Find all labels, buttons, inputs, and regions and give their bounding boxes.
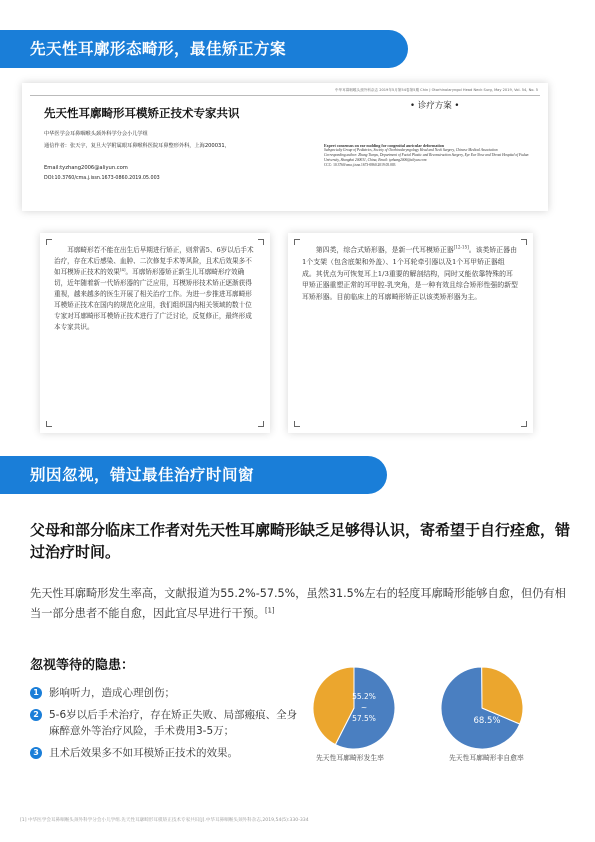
journal-header: 中华耳鼻咽喉头颈外科杂志 2019年5月第54卷第5期 Chin J Otorhinolaryngol Head Neck Surg, May 2019, Vol. 54, No. 5 [334, 88, 538, 92]
awareness-heading: 父母和部分临床工作者对先天性耳廓畸形缺乏足够得认识，寄希望于自行痊愈，错过治疗时间。 [30, 521, 571, 561]
paper-organization: 中华医学会耳鼻咽喉头颈外科学分会小儿学组 [44, 131, 148, 137]
number-badge: 2 [30, 709, 42, 721]
pie-label-top: 55.2% [352, 692, 376, 701]
pie-label: 68.5% [473, 716, 501, 726]
paper-english-group: Subspecialty Group of Pediatrics, Society of Otorhinolaryngology Head and Neck Surgery, Chinese Medical Association [324, 148, 498, 152]
consensus-paper-excerpt [22, 83, 548, 211]
citation-ref: [12-15] [453, 244, 469, 250]
citation-ref: [4] [119, 266, 126, 272]
incidence-pie-chart [312, 666, 396, 750]
citation-ref: [1] [264, 606, 275, 615]
paper-email: Email:tyzhang2006@aliyun.com [44, 165, 128, 171]
paper-title: 先天性耳廓畸形耳模矫正技术专家共识 [44, 106, 240, 120]
paper-english-title: Expert consensus on ear molding for congenital auricular deformation [324, 143, 444, 148]
incidence-paragraph: 先天性耳廓畸形发生率高，文献报道为55.2%-57.5%，虽然31.5%左右的轻度耳廓畸形能够自愈，但仍有相当一部分患者不能自愈，因此宜尽早进行干预。[1] [30, 587, 566, 620]
section-banner-correction: 先天性耳廓形态畸形，最佳矫正方案 [0, 30, 408, 68]
number-badge: 3 [30, 747, 42, 759]
non-self-healing-pie-chart [440, 666, 524, 750]
pie-caption-non-self-healing: 先天性耳廓畸形非自愈率 [449, 754, 524, 762]
number-badge: 1 [30, 687, 42, 699]
paper-category-tag: • 诊疗方案 • [410, 101, 460, 111]
risk-list [30, 685, 300, 767]
list-item: 3 且术后效果多不如耳模矫正技术的效果。 [30, 745, 300, 761]
list-item: 1 影响听力，造成心理创伤； [30, 685, 300, 701]
excerpt-text-right: 第四类，综合式矫形器，是新一代耳模矫正器[12-15]。该类矫正器由1个支架（包含底架和外盖）、1个耳轮牵引器以及1个耳甲矫正器组成。其优点为可恢复耳上1/3重要的解剖结构，同时又能依靠特殊的耳甲矫正器重塑正常的耳甲腔-乳突角，是一种有效且综合矫形性强的新型耳矫形器。目前临床上的耳廓畸形矫正以该类矫形器为主。 [302, 244, 518, 302]
pie-caption-incidence: 先天性耳廓畸形发生率 [316, 754, 384, 762]
list-item: 2 5-6岁以后手术治疗，存在矫正失败、局部瘢痕、全身麻醉意外等治疗风险，手术费用3-5万； [30, 707, 300, 739]
paper-english-doi: CCC: 10.3760/cma.j.issn.1673-0860.2019.05.003 [324, 163, 396, 167]
excerpt-text-left: 耳廓畸形若不能在出生后早期进行矫正，则常需5、6岁以后手术治疗，存在术后感染、血肿、二次修复手术等风险，且术后效果多不如耳模矫正技术的效果[4]。耳廓矫形器矫正新生儿耳廓畸形疗效确切，近年随着新一代矫形器的广泛应用，耳模矫形技术矫正逐渐获得重视，越来越多的医生开展了相关治疗工作。为进一步推进耳廓畸形耳模矫正技术在国内的规范化应用，我们组织国内相关领域的数十位专家对耳廓畸形耳模矫正技术进行了广泛讨论，反复修正，最终形成本专家共识。 [54, 246, 254, 331]
reference-footnote: [1] 中华医学会耳鼻咽喉头颈外科学分会小儿学组.先天性耳廓畸形耳模矫正技术专家共识[J].中华耳鼻咽喉头颈外科杂志,2019,54(5):330-334 [20, 818, 309, 823]
paper-doi: DOI:10.3760/cma.j.issn.1673-0860.2019.05.003 [44, 176, 160, 181]
pie-label-bottom: 57.5% [352, 714, 376, 723]
paper-english-correspondence: Corresponding author: Zhang Tianyu, Department of Facial Plastic and Reconstruction Surgery, Eye Ear Nose and Throat Hospital of Fudan University, Shanghai 200031, China, Email: tyzhang2006@aliyun.com [324, 153, 529, 162]
paper-english-abstract [324, 143, 539, 168]
section-banner-timing: 别因忽视，错过最佳治疗时间窗 [0, 456, 387, 494]
header-rule [30, 95, 540, 96]
excerpt-card-right [288, 233, 533, 433]
excerpt-card-left [40, 233, 270, 433]
paper-corresponding-author: 通信作者：张天宇，复旦大学附属眼耳鼻喉科医院耳鼻整形外科，上海200031， [44, 143, 230, 149]
risk-title: 忽视等待的隐患： [30, 658, 135, 673]
pie-label-mid: ~ [360, 703, 368, 712]
